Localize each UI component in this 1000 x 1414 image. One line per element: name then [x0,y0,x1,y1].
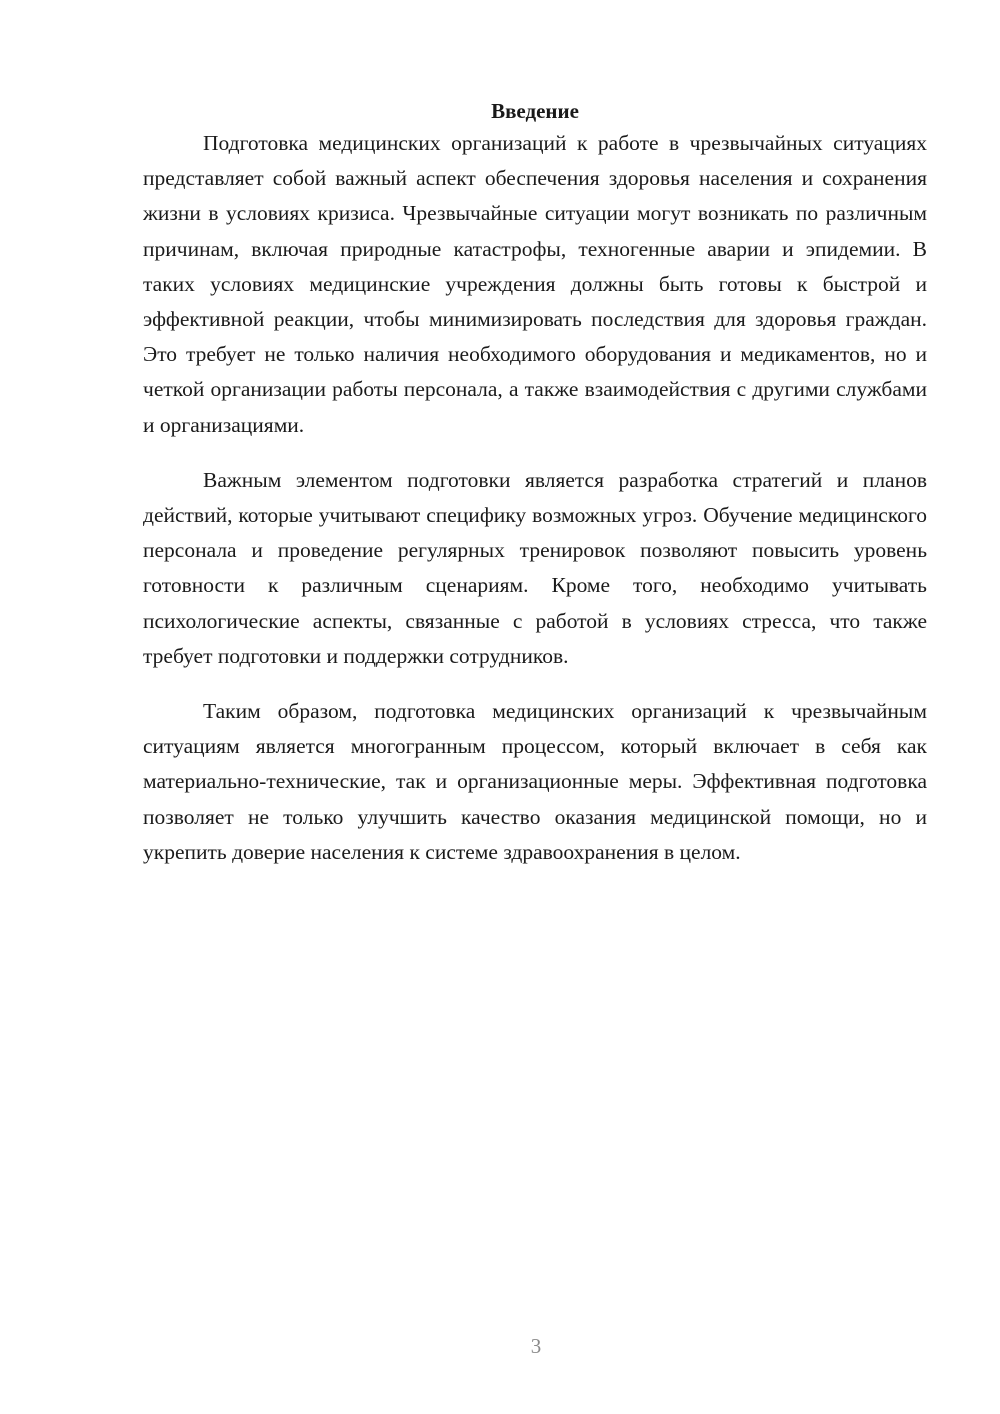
paragraph-1: Подготовка медицинских организаций к работе в чрезвычайных ситуациях представляет собой важный аспект обеспечения здоровья населения и сохранения жизни в условиях кризиса. Чрезвычайные ситуации могут возникать по различным причинам, включая природные катастрофы, техногенные аварии и эпидемии. В таких условиях медицинские учреждения должны быть готовы к быстрой и эффективной реакции, чтобы минимизировать последствия для здоровья граждан. Это требует не только наличия необходимого оборудования и медикаментов, но и четкой организации работы персонала, а также взаимодействия с другими службами и организациями. [143,131,927,437]
page-number: 3 [530,1334,542,1358]
paragraph-3: Таким образом, подготовка медицинских организаций к чрезвычайным ситуациям является многогранным процессом, который включает в себя как материально-технические, так и организационные меры. Эффективная подготовка позволяет не только улучшить качество оказания медицинской помощи, но и укрепить доверие населения к системе здравоохранения в целом. [143,699,927,864]
page-content [143,94,927,870]
section-title: Введение [491,99,579,123]
paragraph-2: Важным элементом подготовки является разработка стратегий и планов действий, которые учитывают специфику возможных угроз. Обучение медицинского персонала и проведение регулярных тренировок позволяют повысить уровень готовности к различным сценариям. Кроме того, необходимо учитывать психологические аспекты, связанные с работой в условиях стресса, что также требует подготовки и поддержки сотрудников. [143,467,927,668]
